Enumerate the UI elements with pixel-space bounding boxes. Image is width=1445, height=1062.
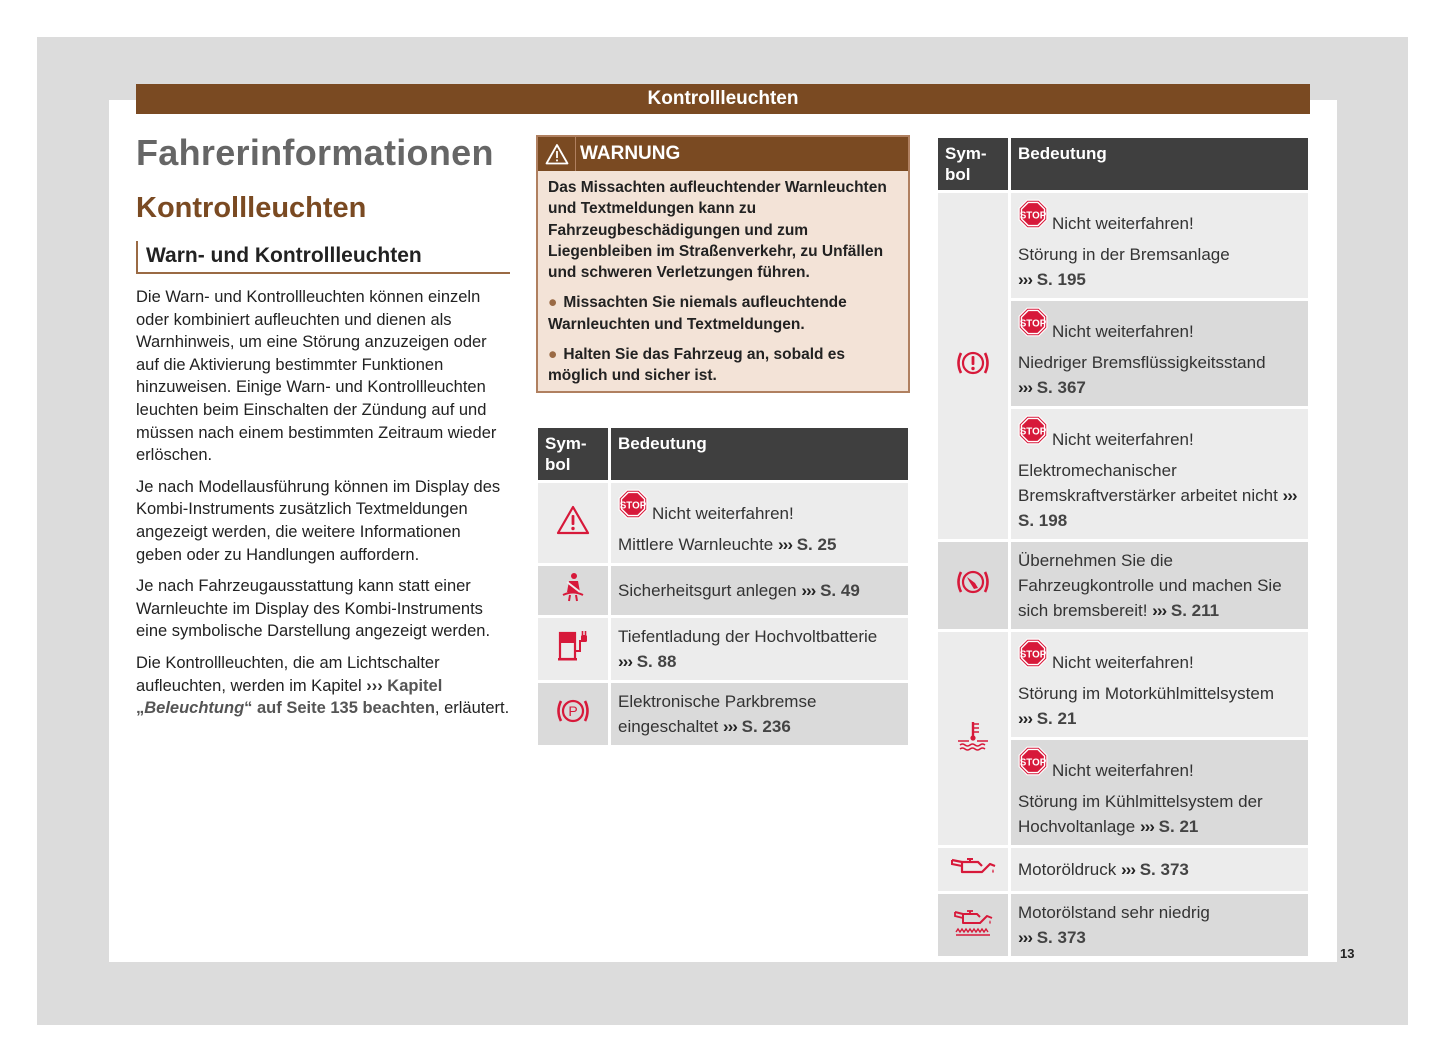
page-reference-link[interactable]: S. 21	[1158, 817, 1199, 836]
stop-sign-icon	[1018, 415, 1048, 452]
section-title: Kontrollleuchten	[136, 192, 367, 224]
table-row: Tiefentladung der Hochvoltbatterie ››› S. 88	[538, 618, 908, 680]
warning-title: WARNUNG	[580, 143, 681, 164]
page-reference-link[interactable]: S. 236	[741, 717, 791, 736]
table-row: Motorölstand sehr niedrig ››› S. 373	[938, 894, 1308, 956]
chapter-title: Fahrerinformationen	[136, 132, 494, 173]
stop-sign-icon	[1018, 746, 1048, 783]
page-reference-link[interactable]: S. 88	[636, 652, 677, 671]
brake-system-icon	[955, 363, 991, 382]
svg-text:P: P	[568, 702, 578, 719]
section-header-bar: Kontrollleuchten	[136, 84, 1310, 114]
warning-lights-table-1	[535, 425, 911, 748]
warning-bullet: ● Missachten Sie niemals aufleuchtende Warnleuchten und Textmeldungen.	[548, 294, 847, 333]
table-row: Nicht weiterfahren! Störung im Motorkühlmittelsystem ››› S. 21	[938, 632, 1308, 737]
brake-pedal-icon	[955, 582, 991, 601]
page-reference-link[interactable]: S. 25	[796, 535, 837, 554]
stop-sign-icon	[1018, 199, 1048, 236]
stop-sign-icon	[618, 489, 648, 526]
table-row: Nicht weiterfahren! Störung in der Bremsanlage ››› S. 195	[938, 193, 1308, 298]
table-row: P Elektronische Parkbremse eingeschaltet ››› S. 236	[538, 683, 908, 745]
warning-bullet: ● Halten Sie das Fahrzeug an, sobald es möglich und sicher ist.	[548, 346, 846, 385]
warning-lights-table-2	[935, 135, 1311, 959]
page-reference-link[interactable]: S. 195	[1036, 270, 1086, 289]
page-reference-link[interactable]: S. 21	[1036, 709, 1077, 728]
table-row: Übernehmen Sie die Fahrzeugkontrolle und machen Sie sich bremsbereit! ››› S. 211	[938, 542, 1308, 629]
warning-box	[536, 135, 910, 393]
column-header-symbol: Sym- bol	[938, 138, 1008, 190]
paragraph: Die Kontrollleuchten, die am Lichtschalter aufleuchten, werden im Kapitel ››› Kapitel „Beleuchtung“ auf Seite 135 beachten, erläutert.	[136, 653, 510, 718]
column-header-symbol: Sym- bol	[538, 428, 608, 480]
oil-pressure-icon	[950, 863, 996, 882]
table-row: Nicht weiterfahren! Elektromechanischer Bremskraftverstärker arbeitet nicht ››› S. 198	[938, 409, 1308, 539]
coolant-temperature-icon	[956, 736, 990, 755]
table-row: Motoröldruck ››› S. 373	[938, 848, 1308, 891]
page-reference-link[interactable]: S. 367	[1036, 378, 1086, 397]
warning-text: Das Missachten aufleuchtender Warnleuchten und Textmeldungen kann zu Fahrzeugbeschädigungen und zum Liegenbleiben im Straßenverkehr, zu Unfällen und schweren Verletzungen führen.	[548, 179, 887, 282]
column-header-meaning: Bedeutung	[611, 428, 908, 480]
warning-triangle-icon	[538, 137, 576, 171]
page-reference-link[interactable]: S. 373	[1139, 860, 1189, 879]
page-reference-link[interactable]: S. 198	[1018, 511, 1068, 530]
reference-arrow: ›››	[366, 676, 383, 695]
oil-level-icon	[952, 923, 994, 942]
page-reference-link[interactable]: S. 211	[1170, 601, 1220, 620]
table-row: Sicherheitsgurt anlegen ››› S. 49	[538, 566, 908, 615]
paragraph: Je nach Fahrzeugausstattung kann statt einer Warnleuchte im Display des Kombi-Instruments eine symbolische Darstellung angezeigt werden.	[136, 577, 491, 641]
page-reference-link[interactable]: S. 373	[1036, 928, 1086, 947]
warning-triangle-icon	[556, 520, 590, 539]
table-row: Nicht weiterfahren! Störung im Kühlmittelsystem der Hochvoltanlage ››› S. 21	[938, 740, 1308, 845]
paragraph: Die Warn- und Kontrollleuchten können einzeln oder kombiniert aufleuchten und dienen als Warnhinweis, um eine Störung anzuzeigen oder auf die Aktivierung bestimmter Funktionen hinzuweisen. Einige Warn- und Kontrollleuchten leuchten beim Einschalten der Zündung auf und müssen nach einem bestimmten Zeitraum wieder erlöschen.	[136, 288, 497, 465]
page-number: 13	[1340, 946, 1355, 961]
seatbelt-icon	[560, 587, 586, 606]
page-reference-link[interactable]: S. 49	[820, 581, 860, 600]
table-row: Nicht weiterfahren! Mittlere Warnleuchte ››› S. 25	[538, 483, 908, 563]
column-header-meaning: Bedeutung	[1011, 138, 1308, 190]
table-row: Nicht weiterfahren! Niedriger Bremsflüssigkeitsstand ››› S. 367	[938, 301, 1308, 406]
paragraph: Je nach Modellausführung können im Display des Kombi-Instruments zusätzlich Textmeldungen angezeigt werden, die weitere Informationen geben oder zu Handlungen auffordern.	[136, 477, 501, 564]
chapter-reference-link[interactable]: Kapitel „Beleuchtung“ auf Seite 135 beachten	[136, 676, 443, 718]
warning-header	[538, 137, 908, 171]
stop-sign-icon	[1018, 638, 1048, 675]
subsection-title: Warn- und Kontrollleuchten	[136, 241, 510, 274]
stop-sign-icon	[1018, 307, 1048, 344]
parking-brake-icon	[555, 702, 591, 730]
left-column	[136, 132, 510, 720]
charging-station-icon	[556, 648, 590, 667]
